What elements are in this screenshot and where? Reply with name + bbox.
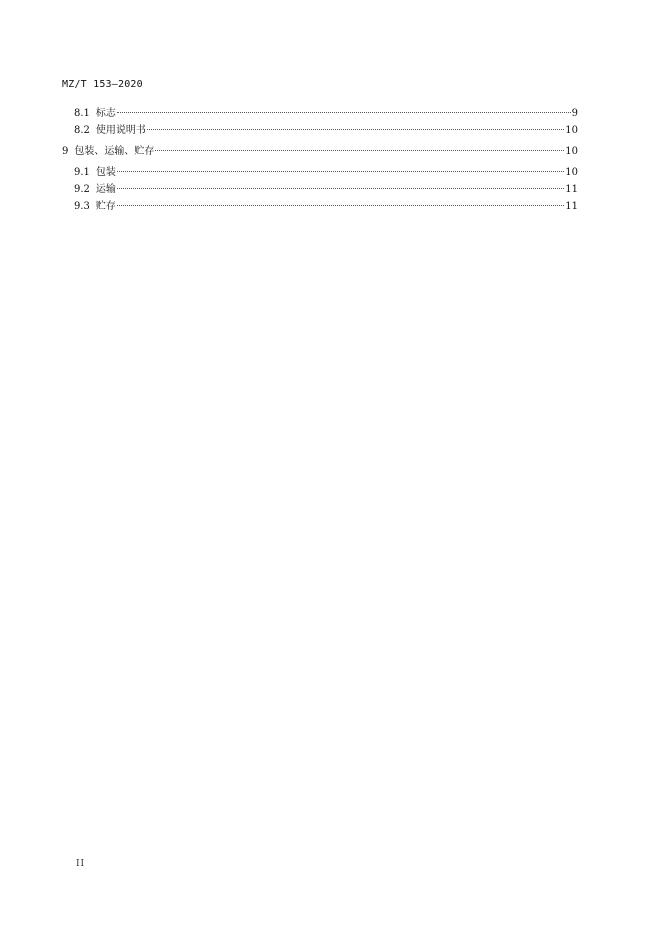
toc-entry-number: 9.2: [74, 184, 90, 195]
toc-leader-dots: [155, 150, 564, 151]
toc-entry-page: 11: [565, 201, 578, 212]
toc-entry-page: 10: [565, 167, 578, 178]
page-number-footer: II: [76, 859, 86, 869]
toc-entry-8-1[interactable]: [62, 105, 578, 122]
toc-leader-dots: [117, 112, 571, 113]
toc-entry-page: 10: [565, 125, 578, 136]
toc-leader-dots: [117, 171, 564, 172]
toc-entry-title: 包装、运输、贮存: [74, 146, 155, 157]
toc-entry-number: 8.1: [74, 108, 90, 119]
toc-entry-title: 运输: [95, 184, 116, 195]
toc-entry-8-2[interactable]: [62, 122, 578, 139]
toc-entry-number: 9.1: [74, 167, 90, 178]
toc-entry-title: 贮存: [95, 201, 116, 212]
document-code-header: MZ/T 153—2020: [62, 79, 143, 90]
toc-entry-9-2[interactable]: [62, 181, 578, 198]
toc-entry-9-1[interactable]: [62, 164, 578, 181]
toc-entry-9[interactable]: [62, 143, 578, 160]
toc-entry-page: 10: [565, 146, 578, 157]
toc-entry-number: 8.2: [74, 125, 90, 136]
toc-entry-title: 使用说明书: [95, 125, 146, 136]
toc-leader-dots: [147, 129, 564, 130]
toc-entry-title: 包装: [95, 167, 116, 178]
toc-entry-number: 9.3: [74, 201, 90, 212]
toc-leader-dots: [117, 188, 564, 189]
toc-entry-9-3[interactable]: [62, 198, 578, 215]
toc-entry-page: 9: [571, 108, 578, 119]
toc-entry-number: 9: [62, 146, 69, 157]
toc-entry-page: 11: [565, 184, 578, 195]
table-of-contents: [62, 105, 578, 215]
toc-leader-dots: [117, 205, 564, 206]
toc-entry-title: 标志: [95, 108, 116, 119]
